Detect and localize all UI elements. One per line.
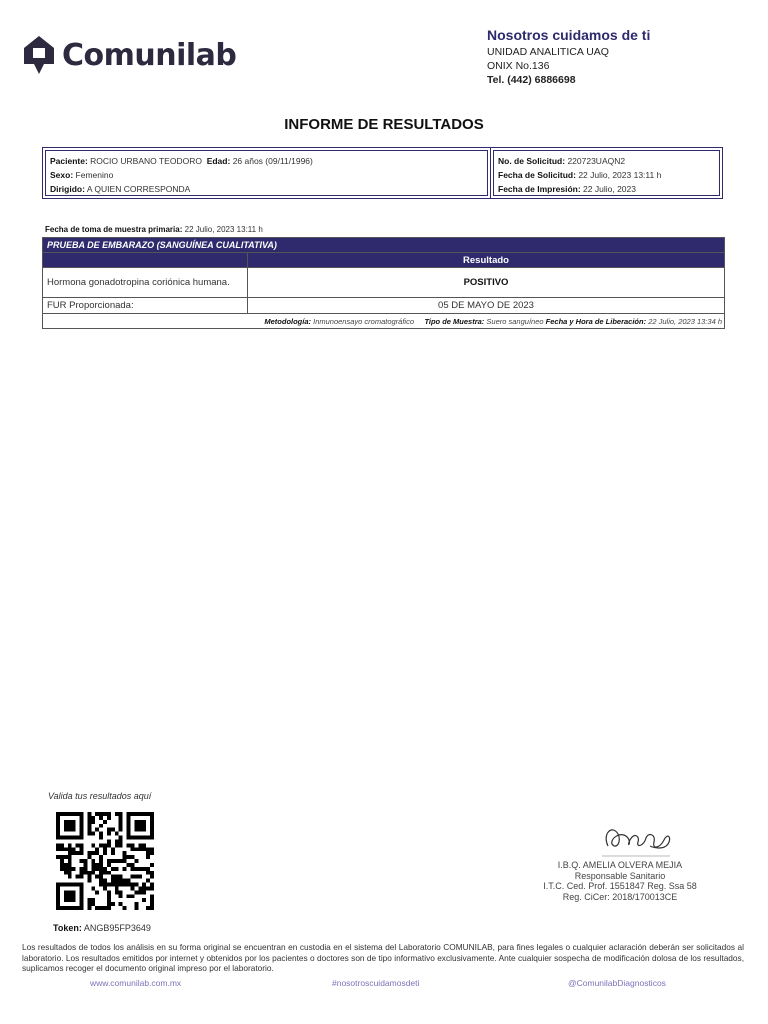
fur-label: FUR Proporcionada: (43, 298, 248, 314)
token-line (53, 923, 151, 933)
print-date-line (498, 182, 715, 196)
table-row (43, 298, 725, 314)
lab-address: ONIX No.136 (487, 60, 550, 72)
request-number-label: No. de Solicitud: (498, 156, 566, 166)
social-handle[interactable]: @ComunilabDiagnosticos (568, 978, 666, 988)
sample-type-value: Suero sanguíneo (486, 316, 544, 326)
token-label: Token: (53, 923, 82, 933)
release-label: Fecha y Hora de Liberación: (545, 316, 647, 326)
qr-code-icon[interactable] (56, 812, 154, 910)
sample-date-line (45, 225, 263, 234)
patient-name: ROCIO URBANO TEODORO (90, 156, 202, 166)
patient-name-label: Paciente: (50, 156, 88, 166)
hashtag: #nosotroscuidamosdeti (332, 978, 420, 988)
sample-date-value: 22 Julio, 2023 13:11 h (184, 225, 263, 234)
patient-age: 26 años (09/11/1996) (232, 156, 313, 166)
results-header-blank (43, 253, 248, 268)
methodology-label: Metodología: (264, 316, 312, 326)
request-number-line (498, 154, 715, 168)
patient-name-line (50, 154, 483, 168)
request-info-box (490, 147, 723, 199)
lab-phone: Tel. (442) 6886698 (487, 74, 576, 86)
request-date-line (498, 168, 715, 182)
patient-sex-label: Sexo: (50, 170, 74, 180)
legal-disclaimer: Los resultados de todos los análisis en su forma original se encuentran en custodia en el sistema del Laboratorio COMUNILAB, para fines legales o cualquier aclaración deberán ser solicitados al laboratorio. Los resultados emitidos por internet y obtenidos por los pacientes o doctores son de tipo informativo exclusivamente. Ante cualquier sospecha de modificación dolosa de los resultados, suplicamos recoger el documento original impreso por el laboratorio. (22, 942, 744, 973)
release-value: 22 Julio, 2023 13:34 h (648, 316, 722, 326)
signer-name: I.B.Q. AMELIA OLVERA MEJIA (557, 860, 683, 870)
methodology-value: Inmunoensayo cromatográfico (313, 316, 415, 326)
fur-value: 05 DE MAYO DE 2023 (248, 298, 725, 314)
patient-sex: Femenino (75, 170, 114, 180)
test-section-row (43, 238, 725, 253)
lab-unit: UNIDAD ANALITICA UAQ (487, 46, 609, 58)
patient-age-label: Edad: (206, 156, 231, 166)
request-date: 22 Julio, 2023 13:11 h (578, 170, 662, 180)
test-meta-cell (43, 314, 725, 329)
sample-type-label: Tipo de Muestra: (424, 316, 485, 326)
tagline: Nosotros cuidamos de ti (487, 27, 651, 43)
sample-date-label: Fecha de toma de muestra primaria: (45, 225, 183, 234)
signature-icon (598, 820, 676, 860)
website-link[interactable]: www.comunilab.com.mx (90, 978, 182, 988)
test-name: Hormona gonadotropina coriónica humana. (43, 268, 248, 298)
report-title: INFORME DE RESULTADOS (284, 116, 484, 133)
test-section-title: PRUEBA DE EMBARAZO (SANGUÍNEA CUALITATIVA) (43, 238, 725, 253)
patient-directed: A QUIEN CORRESPONDA (86, 184, 191, 194)
patient-directed-line (50, 182, 483, 196)
test-result: POSITIVO (248, 268, 725, 298)
signer-block (520, 860, 720, 902)
signer-role: Responsable Sanitario (574, 870, 666, 881)
patient-sex-line (50, 168, 483, 182)
brand-logo (22, 34, 236, 76)
token-value: ANGB95FP3649 (83, 923, 151, 933)
request-date-label: Fecha de Solicitud: (498, 170, 576, 180)
signer-license: I.T.C. Ced. Prof. 1551847 Reg. Ssa 58 (543, 881, 697, 891)
test-meta-row (43, 314, 725, 329)
signer-cicer: Reg. CiCer: 2018/170013CE (562, 891, 678, 902)
results-table (42, 237, 725, 329)
result-column-header: Resultado (248, 253, 725, 268)
print-date: 22 Julio, 2023 (583, 184, 636, 194)
patient-info-box (42, 147, 491, 199)
results-header-row (43, 253, 725, 268)
brand-name: Comunilab (62, 37, 237, 73)
patient-directed-label: Dirigido: (50, 184, 85, 194)
validate-label: Valida tus resultados aquí (48, 791, 152, 801)
table-row (43, 268, 725, 298)
lab-contact-block (487, 27, 747, 87)
request-number: 220723UAQN2 (567, 156, 626, 166)
house-pin-logo-icon (22, 34, 56, 76)
print-date-label: Fecha de Impresión: (498, 184, 581, 194)
